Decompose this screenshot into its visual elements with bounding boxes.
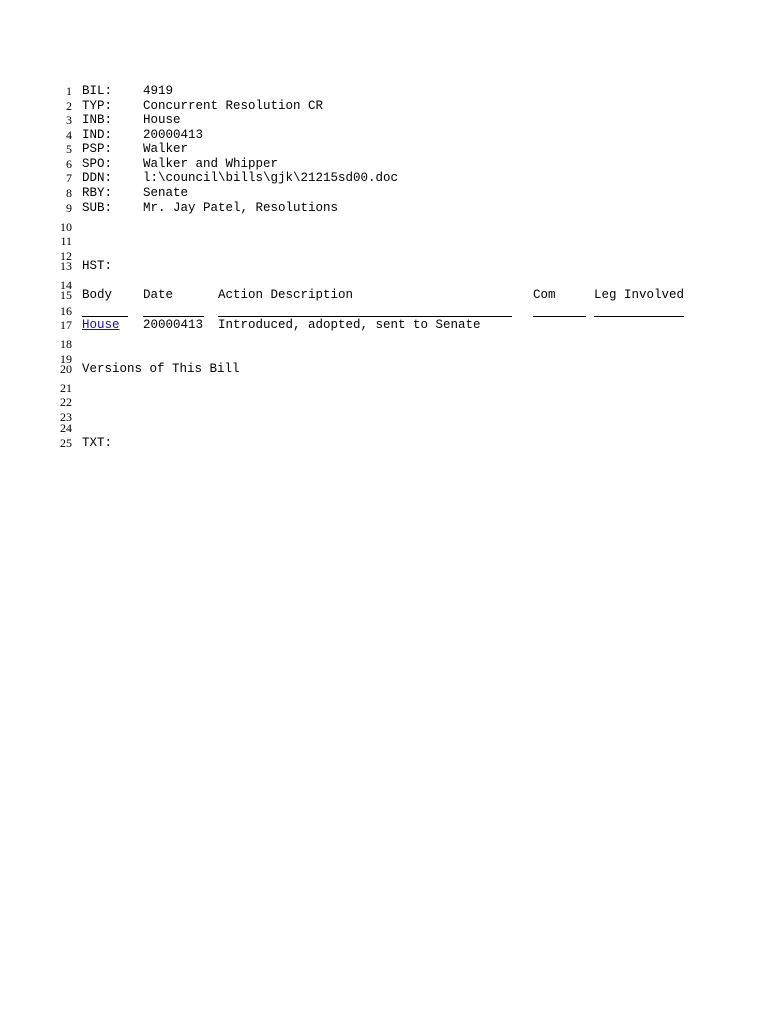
line-number: 11: [60, 234, 72, 248]
body-link[interactable]: House: [82, 318, 120, 332]
field-label-inb: INB:: [82, 113, 113, 127]
line-number: 17: [60, 318, 72, 332]
line-number: 18: [60, 337, 72, 351]
line-number: 14: [60, 278, 72, 292]
header-underline-leg: [594, 316, 684, 317]
field-label-sub: SUB:: [82, 201, 113, 215]
field-label-psp: PSP:: [82, 142, 113, 156]
history-label: HST:: [82, 259, 113, 273]
header-underline-date: [143, 316, 204, 317]
column-header-action: Action Description: [218, 288, 354, 302]
field-label-rby: RBY:: [82, 186, 113, 200]
line-number: 9: [66, 201, 72, 215]
line-number: 20: [60, 362, 72, 376]
line-number: 12: [60, 249, 72, 263]
line-number: 25: [60, 436, 72, 450]
field-label-bil: BIL:: [82, 84, 113, 98]
header-underline-com: [533, 316, 586, 317]
line-number: 16: [60, 304, 72, 318]
line-number: 10: [60, 220, 72, 234]
versions-heading: Versions of This Bill: [82, 362, 240, 376]
line-number: 8: [66, 186, 72, 200]
line-number: 23: [60, 410, 72, 424]
line-number: 5: [66, 142, 72, 156]
column-header-body: Body: [82, 288, 113, 302]
column-header-date: Date: [143, 288, 174, 302]
field-value-ind: 20000413: [143, 128, 204, 142]
line-number: 13: [60, 259, 72, 273]
line-number: 6: [66, 157, 72, 171]
field-value-psp: Walker: [143, 142, 189, 156]
field-value-spo: Walker and Whipper: [143, 157, 279, 171]
row-date: 20000413: [143, 318, 204, 332]
text-label: TXT:: [82, 436, 113, 450]
field-value-ddn: l:\council\bills\gjk\21215sd00.doc: [143, 171, 399, 185]
field-label-typ: TYP:: [82, 99, 113, 113]
column-header-leg: Leg Involved: [594, 288, 685, 302]
line-number: 15: [60, 288, 72, 302]
line-number: 4: [66, 128, 72, 142]
line-number: 1: [66, 84, 72, 98]
field-label-ddn: DDN:: [82, 171, 113, 185]
column-header-com: Com: [533, 288, 556, 302]
line-number: 24: [60, 421, 72, 435]
line-number: 7: [66, 171, 72, 185]
field-label-spo: SPO:: [82, 157, 113, 171]
field-value-sub: Mr. Jay Patel, Resolutions: [143, 201, 339, 215]
field-value-bil: 4919: [143, 84, 174, 98]
header-underline-action: [218, 316, 512, 317]
header-underline-body: [82, 316, 128, 317]
line-number: 21: [60, 381, 72, 395]
line-number: 22: [60, 395, 72, 409]
field-value-typ: Concurrent Resolution CR: [143, 99, 324, 113]
field-value-rby: Senate: [143, 186, 189, 200]
line-number: 19: [60, 352, 72, 366]
field-label-ind: IND:: [82, 128, 113, 142]
row-action: Introduced, adopted, sent to Senate: [218, 318, 481, 332]
line-number: 2: [66, 99, 72, 113]
line-number: 3: [66, 113, 72, 127]
field-value-inb: House: [143, 113, 181, 127]
